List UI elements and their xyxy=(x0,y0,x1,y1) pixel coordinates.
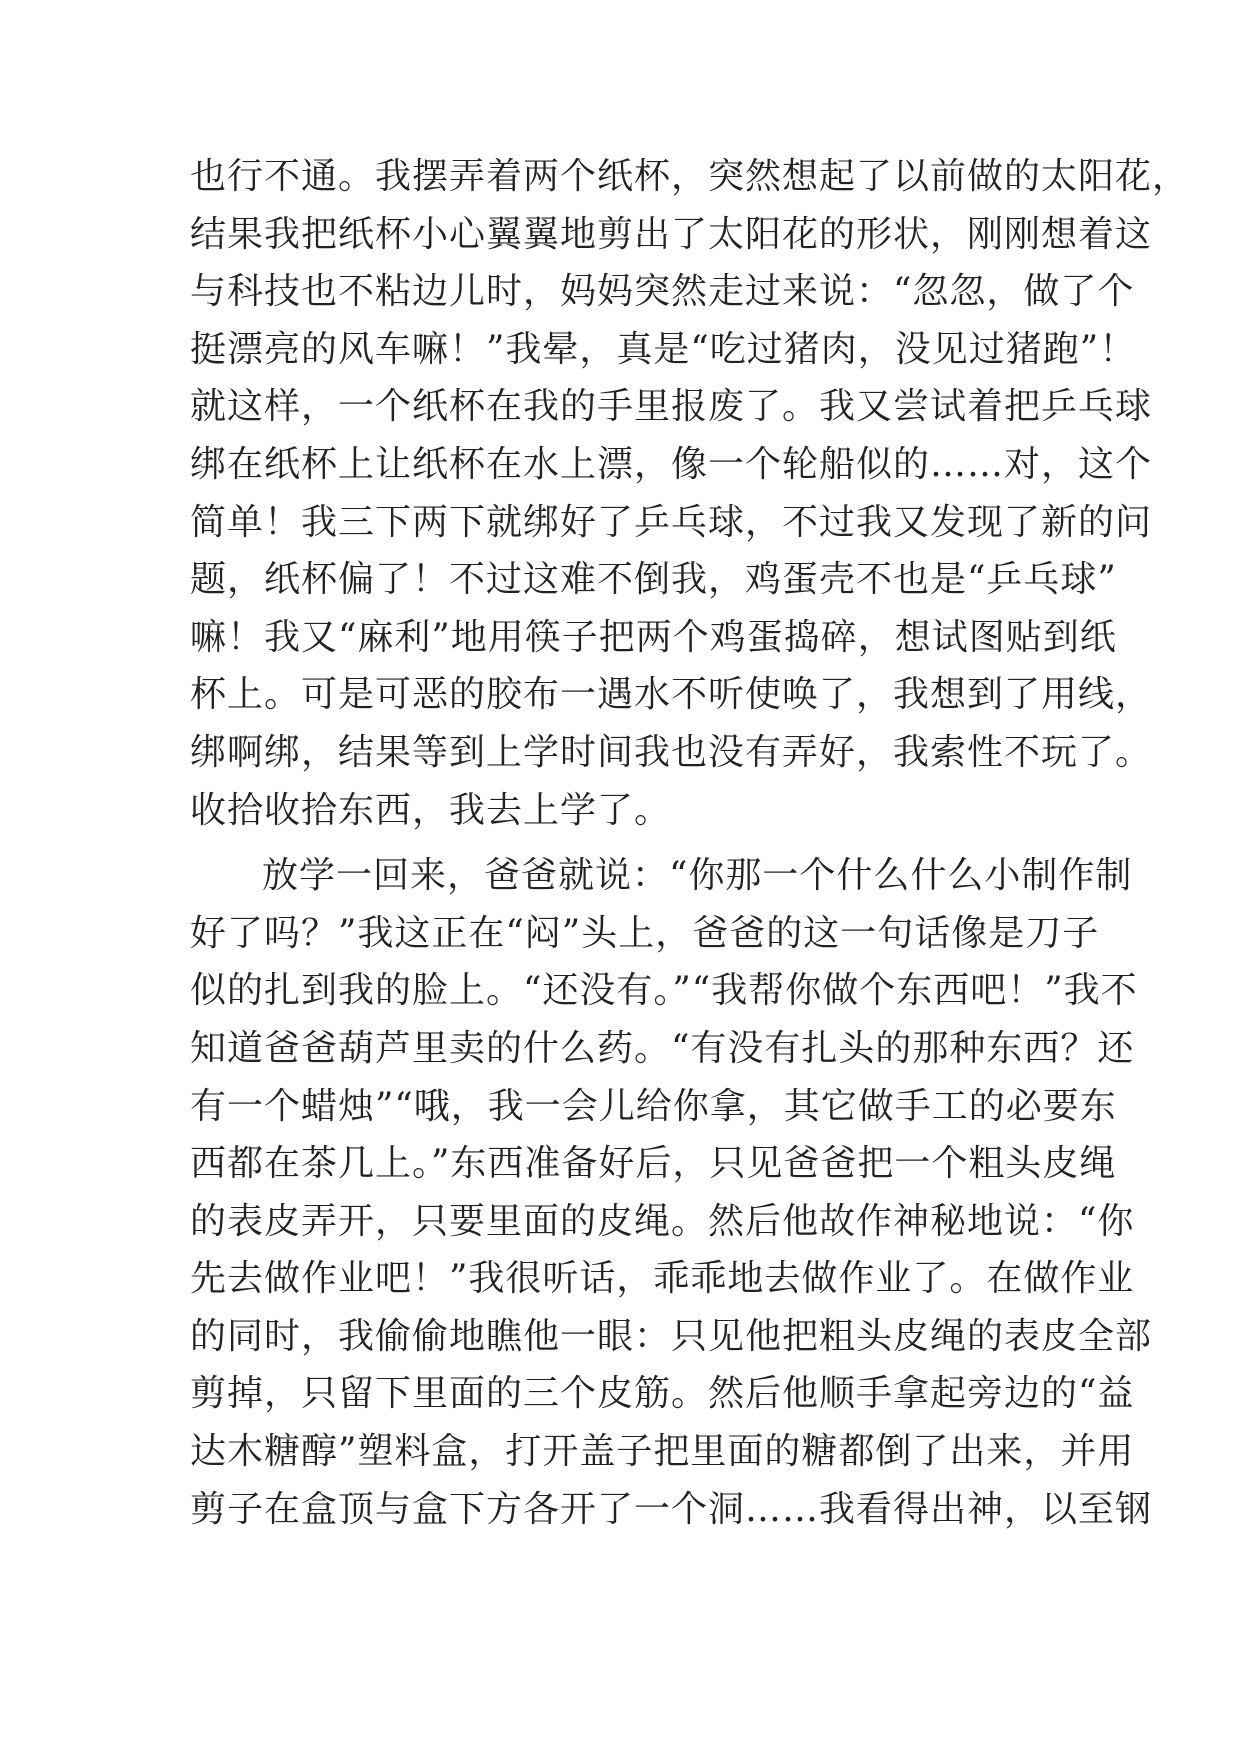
text-line: 嘛！我又“麻利”地用筷子把两个鸡蛋捣碎，想试图贴到纸 xyxy=(190,616,1117,658)
paragraph-2 xyxy=(190,847,1153,1538)
text-line: 简单！我三下两下就绑好了乒乓球，不过我又发现了新的问 xyxy=(190,501,1153,543)
text-line: 剪掉，只留下里面的三个皮筋。然后他顺手拿起旁边的“益 xyxy=(190,1373,1135,1415)
text-line: 收拾收拾东西，我去上学了。 xyxy=(190,789,672,831)
text-line: 的表皮弄开，只要里面的皮绳。然后他故作神秘地说：“你 xyxy=(190,1200,1135,1242)
text-line: 似的扎到我的脸上。“还没有。”“我帮你做个东西吧！”我不 xyxy=(190,970,1138,1012)
text-line: 绑啊绑，结果等到上学时间我也没有弄好，我索性不玩了。 xyxy=(190,731,1153,773)
text-line: 先去做作业吧！”我很听话，乖乖地去做作业了。在做作业 xyxy=(190,1258,1135,1300)
text-line: 题，纸杯偏了！不过这难不倒我，鸡蛋壳不也是“乒乓球” xyxy=(190,559,1117,601)
text-line: 的同时，我偷偷地瞧他一眼：只见他把粗头皮绳的表皮全部 xyxy=(190,1315,1153,1357)
text-line: 剪子在盒顶与盒下方各开了一个洞……我看得出神，以至钢 xyxy=(190,1488,1153,1530)
paragraph-1 xyxy=(190,148,1190,839)
text-line: 杯上。可是可恶的胶布一遇水不听使唤了，我想到了用线， xyxy=(190,674,1153,716)
text-line: 挺漂亮的风车嘛！”我晕，真是“吃过猪肉，没见过猪跑”！ xyxy=(190,328,1137,370)
text-line: 与科技也不粘边儿时，妈妈突然走过来说：“忽忽，做了个 xyxy=(190,271,1135,313)
text-line: 有一个蜡烛”“哦，我一会儿给你拿，其它做手工的必要东 xyxy=(190,1085,1117,1127)
text-line: 好了吗？”我这正在“闷”头上，爸爸的这一句话像是刀子 xyxy=(190,912,1100,954)
text-line: 也行不通。我摆弄着两个纸杯，突然想起了以前做的太阳花， xyxy=(190,156,1190,197)
text-line: 结果我把纸杯小心翼翼地剪出了太阳花的形状，刚刚想着这 xyxy=(190,213,1153,255)
text-line: 放学一回来，爸爸就说：“你那一个什么什么小制作制 xyxy=(262,855,1133,897)
text-line: 就这样，一个纸杯在我的手里报废了。我又尝试着把乒乓球 xyxy=(190,386,1153,428)
text-line: 西都在茶几上。”东西准备好后，只见爸爸把一个粗头皮绳 xyxy=(190,1143,1117,1185)
text-line: 达木糖醇”塑料盒，打开盖子把里面的糖都倒了出来，并用 xyxy=(190,1431,1135,1473)
text-line: 绑在纸杯上让纸杯在水上漂，像一个轮船似的……对，这个 xyxy=(190,443,1153,485)
paragraph-gap xyxy=(190,839,1050,847)
text-line: 知道爸爸葫芦里卖的什么药。“有没有扎头的那种东西？还 xyxy=(190,1027,1135,1069)
body-text xyxy=(190,148,1190,1538)
